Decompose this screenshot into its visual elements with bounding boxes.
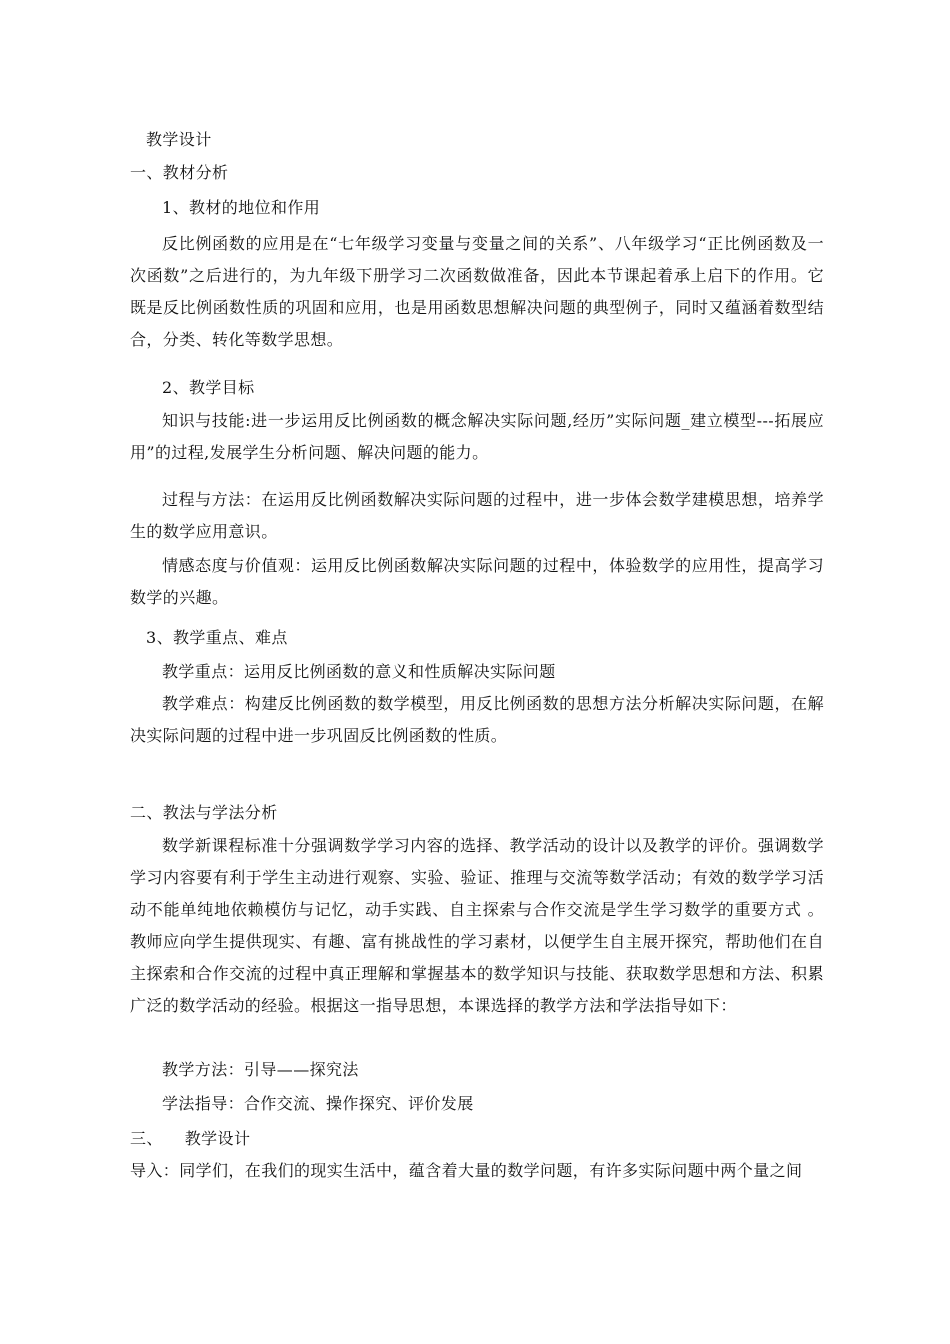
section-3-heading: 三、 教学设计 [130,1129,251,1148]
paragraph-role: 反比例函数的应用是在“七年级学习变量与变量之间的关系”、八年级学习“正比例函数及一次函数”之后进行的，为九年级下册学习二次函数做准备，因此本节课起着承上启下的作用。它既是反比例函数性质的巩固和应用，也是用函数思想解决问题的典型例子，同时又蕴涵着数型结合，分类、转化等数学思想。 [130,234,824,349]
doc-title: 教学设计 [146,130,212,149]
paragraph-teaching-analysis: 数学新课程标准十分强调数学学习内容的选择、教学活动的设计以及教学的评价。强调数学学习内容要有利于学生主动进行观察、实验、验证、推理与交流等数学活动；有效的数学学习活动不能单纯地依赖模仿与记忆，动手实践、自主探索与合作交流是学生学习数学的重要方式 。教师应向学生提供现实、有趣、富有挑战性的学习素材，以便学生自主展开探究，帮助他们在自主探索和合作交流的过程中真正理解和掌握基本的数学知识与技能、获取数学思想和方法、积累广泛的数学活动的经验。根据这一指导思想，本课选择的教学方法和学法指导如下： [130,836,824,1015]
paragraph-teaching-method: 教学方法：引导——探究法 [162,1060,359,1079]
subsection-1-3-heading: 3、教学重点、难点 [146,628,288,647]
paragraph-difficult-point: 教学难点：构建反比例函数的数学模型，用反比例函数的思想方法分析解决实际问题，在解决实际问题的过程中进一步巩固反比例函数的性质。 [130,694,824,745]
paragraph-introduction: 导入：同学们，在我们的现实生活中，蕴含着大量的数学问题，有许多实际问题中两个量之间 [130,1161,803,1180]
section-1-heading: 一、教材分析 [130,163,229,182]
paragraph-goal-emotion: 情感态度与价值观：运用反比例函数解决实际问题的过程中，体验数学的应用性，提高学习数学的兴趣。 [130,556,824,607]
paragraph-goal-process: 过程与方法：在运用反比例函数解决实际问题的过程中，进一步体会数学建模思想，培养学生的数学应用意识。 [130,490,824,541]
section-2-heading: 二、教法与学法分析 [130,803,278,822]
paragraph-key-point: 教学重点：运用反比例函数的意义和性质解决实际问题 [162,662,556,681]
paragraph-goal-knowledge: 知识与技能:进一步运用反比例函数的概念解决实际问题,经历”实际问题_建立模型---拓展应用”的过程,发展学生分析问题、解决问题的能力。 [130,411,824,462]
subsection-1-2-heading: 2、教学目标 [162,378,255,397]
paragraph-learning-guide: 学法指导：合作交流、操作探究、评价发展 [162,1094,474,1113]
subsection-1-1-heading: 1、教材的地位和作用 [162,198,321,217]
